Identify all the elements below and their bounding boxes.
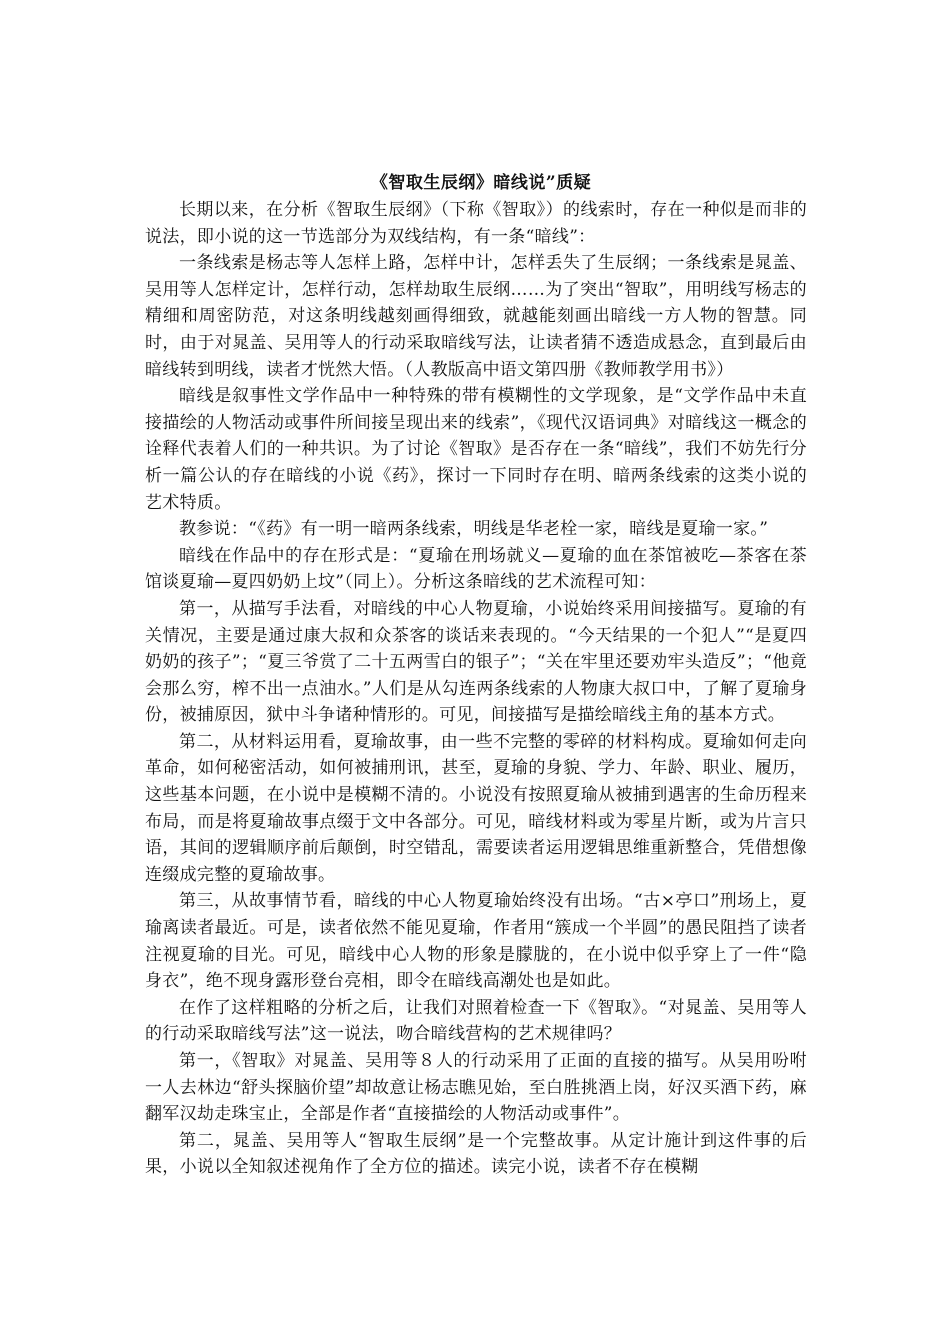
paragraph-4: 教参说：“《药》有一明一暗两条线索，明线是华老栓一家，暗线是夏瑜一家。” bbox=[179, 519, 769, 540]
document-title: 《智取生辰纲》暗线说”质疑 bbox=[370, 173, 592, 193]
paragraph-10: 第一，《智取》对晁盖、吴用等８人的行动采用了正面的直接的描写。从吴用吩咐一人去林边“舒头探脑价望”却故意让杨志瞧见始，至白胜挑酒上岗，好汉买酒下药，麻翻军汉劫走珠宝止，全部是作者“直接描绘的人物活动或事件”。 bbox=[145, 1051, 807, 1125]
paragraph-7: 第二，从材料运用看，夏瑜故事，由一些不完整的零碎的材料构成。夏瑜如何走向革命，如何秘密活动，如何被捕刑讯，甚至，夏瑜的身貌、学力、年龄、职业、履历，这些基本问题，在小说中是模糊不清的。小说没有按照夏瑜从被捕到遇害的生命历程来布局，而是将夏瑜故事点缀于文中各部分。可见，暗线材料或为零星片断，或为片言只语，其间的逻辑顺序前后颠倒，时空错乱，需要读者运用逻辑思维重新整合，凭借想像连缀成完整的夏瑜故事。 bbox=[145, 731, 807, 885]
paragraph-6: 第一，从描写手法看，对暗线的中心人物夏瑜，小说始终采用间接描写。夏瑜的有关情况，主要是通过康大叔和众茶客的谈话来表现的。“今天结果的一个犯人”“是夏四奶奶的孩子”；“夏三爷赏了二十五两雪白的银子”；“关在牢里还要劝牢头造反”；“他竟会那么穷，榨不出一点油水。”人们是从勾连两条线索的人物康大叔口中，了解了夏瑜身份，被捕原因，狱中斗争诸种情形的。可见，间接描写是描绘暗线主角的基本方式。 bbox=[145, 598, 807, 726]
paragraph-9: 在作了这样粗略的分析之后，让我们对照着检查一下《智取》。“对晁盖、吴用等人的行动采取暗线写法”这一说法，吻合暗线营构的艺术规律吗？ bbox=[145, 997, 807, 1045]
paragraph-1: 长期以来，在分析《智取生辰纲》（下称《智取》）的线索时，存在一种似是而非的说法，即小说的这一节选部分为双线结构，有一条“暗线”： bbox=[145, 200, 807, 247]
paragraph-2: 一条线索是杨志等人怎样上路，怎样中计，怎样丢失了生辰纲；一条线索是晁盖、吴用等人怎样定计，怎样行动，怎样劫取生辰纲……为了突出“智取”，用明线写杨志的精细和周密防范，对这条明线越刻画得细致，就越能刻画出暗线一方人物的智慧。同时，由于对晁盖、吴用等人的行动采取暗线写法，让读者猜不透造成悬念，直到最后由暗线转到明线，读者才恍然大悟。（人教版高中语文第四册《教师教学用书》） bbox=[145, 253, 807, 380]
document-page bbox=[145, 170, 807, 1181]
paragraph-3: 暗线是叙事性文学作品中一种特殊的带有模糊性的文学现象，是“文学作品中未直接描绘的人物活动或事件所间接呈现出来的线索”，《现代汉语词典》对暗线这一概念的诠释代表着人们的一种共识。为了讨论《智取》是否存在一条“暗线”，我们不妨先行分析一篇公认的存在暗线的小说《药》，探讨一下同时存在明、暗两条线索的这类小说的艺术特质。 bbox=[145, 386, 807, 513]
paragraph-5: 暗线在作品中的存在形式是：“夏瑜在刑场就义—夏瑜的血在茶馆被吃—茶客在茶馆谈夏瑜—夏四奶奶上坟”（同上）。分析这条暗线的艺术流程可知： bbox=[145, 545, 807, 593]
paragraph-11: 第二，晁盖、吴用等人“智取生辰纲”是一个完整故事。从定计施计到这件事的后果，小说以全知叙述视角作了全方位的描述。读完小说，读者不存在模糊 bbox=[145, 1130, 807, 1178]
paragraph-8: 第三，从故事情节看，暗线的中心人物夏瑜始终没有出场。“古×亭口”刑场上，夏瑜离读者最近。可是，读者依然不能见夏瑜，作者用“簇成一个半圆”的愚民阻挡了读者注视夏瑜的目光。可见，暗线中心人物的形象是朦胧的，在小说中似乎穿上了一件“隐身衣”，绝不现身露形登台亮相，即令在暗线高潮处也是如此。 bbox=[145, 891, 807, 992]
